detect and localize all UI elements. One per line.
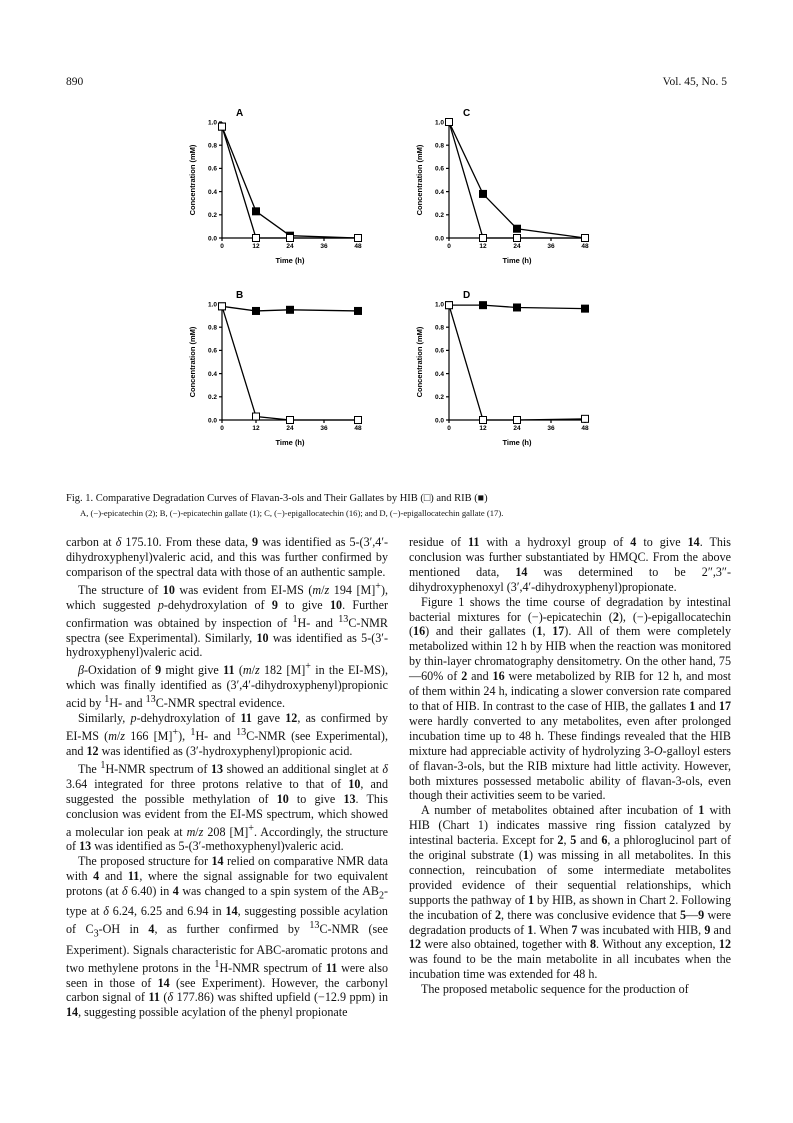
caption-sub: A, (−)-epicatechin (2); B, (−)-epicatechin gallate (1); C, (−)-epigallocatechin (16); and D, (−)-epigallocatechin gallate (17). <box>80 508 504 518</box>
chart-svg-b <box>178 286 378 456</box>
body-paragraph: The structure of 10 was evident from EI-MS (m/z 194 [M]+), which suggested p-dehydroxylation of 9 to give 10. Further confirmation was obtained by inspection of $^1$H- and $^{13}$C-NMR spectra (see Experimental). Similarly, 10 was identified as 5-(3′-hydroxyphenyl)valeric acid. <box>66 580 388 660</box>
y-tick-label: 0.0 <box>207 235 217 243</box>
x-axis-title: Time (h) <box>502 256 532 265</box>
panel-label: C <box>463 108 471 119</box>
x-tick-label: 24 <box>513 425 521 432</box>
y-tick-label: 0.2 <box>207 394 217 402</box>
data-point-rib <box>480 190 487 197</box>
x-axis-title: Time (h) <box>275 438 305 447</box>
y-tick-label: 0.4 <box>207 188 217 196</box>
y-tick-label: 0.6 <box>207 165 217 173</box>
x-tick-label: 36 <box>547 243 555 250</box>
panel-label: D <box>463 290 471 301</box>
y-tick-label: 1.0 <box>207 119 217 127</box>
x-tick-label: 36 <box>320 425 328 432</box>
page-number: 890 <box>66 76 84 88</box>
data-point-hib <box>287 417 294 424</box>
data-point-hib <box>219 123 226 130</box>
data-point-hib <box>480 417 487 424</box>
y-tick-label: 0.4 <box>207 370 217 378</box>
journal-volume: Vol. 45, No. 5 <box>662 76 727 88</box>
x-tick-label: 48 <box>354 425 362 432</box>
data-point-hib <box>582 415 589 422</box>
body-column-right <box>409 535 731 997</box>
body-paragraph: Similarly, p-dehydroxylation of 11 gave 12, as confirmed by EI-MS (m/z 166 [M]+), $^1$H- and $^{13}$C-NMR (see Experimental), and 12 was identified as (3′-hydroxyphenyl)propionic acid. <box>66 711 388 758</box>
x-tick-label: 0 <box>220 243 224 250</box>
axis-lines <box>449 304 585 420</box>
y-tick-label: 1.0 <box>434 119 444 127</box>
x-tick-label: 48 <box>581 425 589 432</box>
y-tick-label: 0.4 <box>434 188 444 196</box>
y-tick-label: 0.6 <box>434 347 444 355</box>
chart-svg-d <box>405 286 605 456</box>
y-tick-label: 0.6 <box>207 347 217 355</box>
data-point-hib <box>355 417 362 424</box>
body-column-left <box>66 535 388 1020</box>
data-point-hib <box>446 302 453 309</box>
data-point-rib <box>514 225 521 232</box>
x-tick-label: 12 <box>252 243 260 250</box>
body-paragraph: The proposed structure for 14 relied on comparative NMR data with 4 and 11, where the signal assignable for two equivalent protons (at δ 6.40) in 4 was changed to a spin system of the $AB_2$-type at δ 6.24, 6.25 and 6.94 in 14, suggesting possible acylation of $C_3-OH$ in 4, as further confirmed by $^{13}$C-NMR (see Experiment). Signals characteristic for ABC-aromatic protons and two methylene protons in the $^1$H-NMR spectrum of 11 were also seen in those of 14 (see Experiment). However, the carbonyl carbon signal of 11 (δ 177.86) was shifted upfield (−12.9 ppm) in 14, suggesting possible acylation of the phenyl propionate <box>66 854 389 1020</box>
series-line-rib <box>449 122 585 238</box>
y-tick-label: 0.4 <box>434 370 444 378</box>
y-tick-label: 0.8 <box>207 142 217 150</box>
panel-label: A <box>236 108 244 119</box>
x-tick-label: 24 <box>286 243 294 250</box>
x-axis-title: Time (h) <box>275 256 305 265</box>
axis-lines <box>222 304 358 420</box>
body-paragraph: β-Oxidation of 9 might give 11 (m/z 182 [M]+ in the EI-MS), which was finally identified as (3′,4′-dihydroxyphenyl)propionic acid by $^1$H- and $^{13}$C-NMR spectral evidence. <box>66 661 388 711</box>
series-line-hib <box>222 306 358 420</box>
body-paragraph: A number of metabolites obtained after incubation of 1 with HIB (Chart 1) indicates massive ring fission catalyzed by intestinal bacteria. Except for 2, 5 and 6, a phloroglucinol part of the original substrate (1) was missing in all metabolites. In this connection, reincubation of some intermediate metabolites provided evidence of their sequential relationships, which supports the pathway of 1 by HIB, as shown in Chart 2. Following the incubation of 2, there was conclusive evidence that 5—9 were degradation products of 1. When 7 was incubated with HIB, 9 and 12 were also obtained, together with 8. Without any exception, 12 was found to be the main metabolite in all incubates when the incubation time was extended for 48 h. <box>409 803 732 982</box>
series-line-rib <box>222 127 358 238</box>
data-point-rib <box>582 305 589 312</box>
data-point-hib <box>355 235 362 242</box>
x-tick-label: 12 <box>252 425 260 432</box>
body-paragraph: carbon at δ 175.10. From these data, 9 was identified as 5-(3′,4′-dihydroxyphenyl)valeric acid, and this was further confirmed by comparison of the spectral data with those of an authentic sample. <box>66 535 389 579</box>
chart-panel-c <box>405 104 605 274</box>
data-point-hib <box>253 413 260 420</box>
x-tick-label: 12 <box>479 425 487 432</box>
data-point-hib <box>514 235 521 242</box>
y-axis-title: Concentration (mM) <box>415 326 424 398</box>
axis-lines <box>222 122 358 238</box>
chart-panel-b <box>178 286 378 456</box>
body-paragraph: The $^1$H-NMR spectrum of 13 showed an additional singlet at δ 3.64 integrated for three protons relative to that of 10, and suggested the possible methylation of 10 to give 13. This conclusion was evident from the EI-MS spectrum, which showed a molecular ion peak at m/z 208 [M]+. Accordingly, the structure of 13 was identified as 5-(3′-methoxyphenyl)valeric acid. <box>66 759 389 854</box>
data-point-rib <box>514 304 521 311</box>
series-line-hib <box>449 122 585 238</box>
y-tick-label: 0.8 <box>434 324 444 332</box>
chart-panel-a <box>178 104 378 274</box>
x-tick-label: 24 <box>513 243 521 250</box>
x-tick-label: 0 <box>447 425 451 432</box>
data-point-hib <box>446 119 453 126</box>
x-tick-label: 36 <box>547 425 555 432</box>
x-tick-label: 12 <box>479 243 487 250</box>
x-tick-label: 36 <box>320 243 328 250</box>
y-tick-label: 0.0 <box>434 235 444 243</box>
chart-svg-a <box>178 104 378 274</box>
data-point-rib <box>253 208 260 215</box>
x-tick-label: 0 <box>220 425 224 432</box>
y-tick-label: 0.0 <box>434 417 444 425</box>
x-tick-label: 24 <box>286 425 294 432</box>
data-point-hib <box>219 303 226 310</box>
y-axis-title: Concentration (mM) <box>188 326 197 398</box>
data-point-rib <box>253 307 260 314</box>
panel-label: B <box>236 290 244 301</box>
y-tick-label: 1.0 <box>207 301 217 309</box>
data-point-hib <box>582 235 589 242</box>
y-tick-label: 0.8 <box>207 324 217 332</box>
figure-caption <box>66 492 726 520</box>
y-tick-label: 0.0 <box>207 417 217 425</box>
x-tick-label: 0 <box>447 243 451 250</box>
y-axis-title: Concentration (mM) <box>415 144 424 216</box>
body-paragraph: Figure 1 shows the time course of degradation by intestinal bacterial mixtures for (−)-epicatechin (2), (−)-epigallocatechin (16) and their gallates (1, 17). All of them were completely metabolized within 12 h by HIB when the reaction was monitored by thin-layer chromatography densitometry. On the other hand, 75—60% of 2 and 16 were metabolized by RIB for 12 h, and most of them within 24 h, indicating a slower conversion rate compared to that of HIB. In contrast to the case of HIB, the gallates 1 and 17 were hardly converted to any metabolites, even after prolonged incubation time up to 48 h. These findings revealed that the HIB mixture had appreciable activity of hydrolyzing 3-O-galloyl esters of flavan-3-ols, but the RIB mixture had little activity. However, both mixtures possessed metabolic ability of flavan-3-ols, even though their activities seem to be varied. <box>409 594 732 803</box>
y-tick-label: 0.8 <box>434 142 444 150</box>
y-axis-title: Concentration (mM) <box>188 144 197 216</box>
body-paragraph: The proposed metabolic sequence for the production of <box>421 982 689 997</box>
series-line-hib <box>222 127 358 238</box>
data-point-hib <box>287 235 294 242</box>
caption-main: Fig. 1. Comparative Degradation Curves of Flavan-3-ols and Their Gallates by HIB (□) and RIB (■) <box>66 493 488 504</box>
y-tick-label: 0.2 <box>434 394 444 402</box>
x-tick-label: 48 <box>581 243 589 250</box>
y-tick-label: 1.0 <box>434 301 444 309</box>
series-line-hib <box>449 305 585 420</box>
data-point-hib <box>514 417 521 424</box>
chart-panel-d <box>405 286 605 456</box>
data-point-rib <box>480 302 487 309</box>
body-paragraph: residue of 11 with a hydroxyl group of 4 to give 14. This conclusion was further substantiated by HMQC. From the above mentioned data, 14 was determined to be 2″,3″-dihydroxyphenoxyl (3′,4′-dihydroxyphenyl)propionate. <box>409 535 731 594</box>
data-point-hib <box>253 235 260 242</box>
data-point-hib <box>480 235 487 242</box>
x-axis-title: Time (h) <box>502 438 532 447</box>
y-tick-label: 0.6 <box>434 165 444 173</box>
y-tick-label: 0.2 <box>207 212 217 220</box>
axis-lines <box>449 122 585 238</box>
data-point-rib <box>355 307 362 314</box>
data-point-rib <box>287 306 294 313</box>
y-tick-label: 0.2 <box>434 212 444 220</box>
x-tick-label: 48 <box>354 243 362 250</box>
chart-svg-c <box>405 104 605 274</box>
